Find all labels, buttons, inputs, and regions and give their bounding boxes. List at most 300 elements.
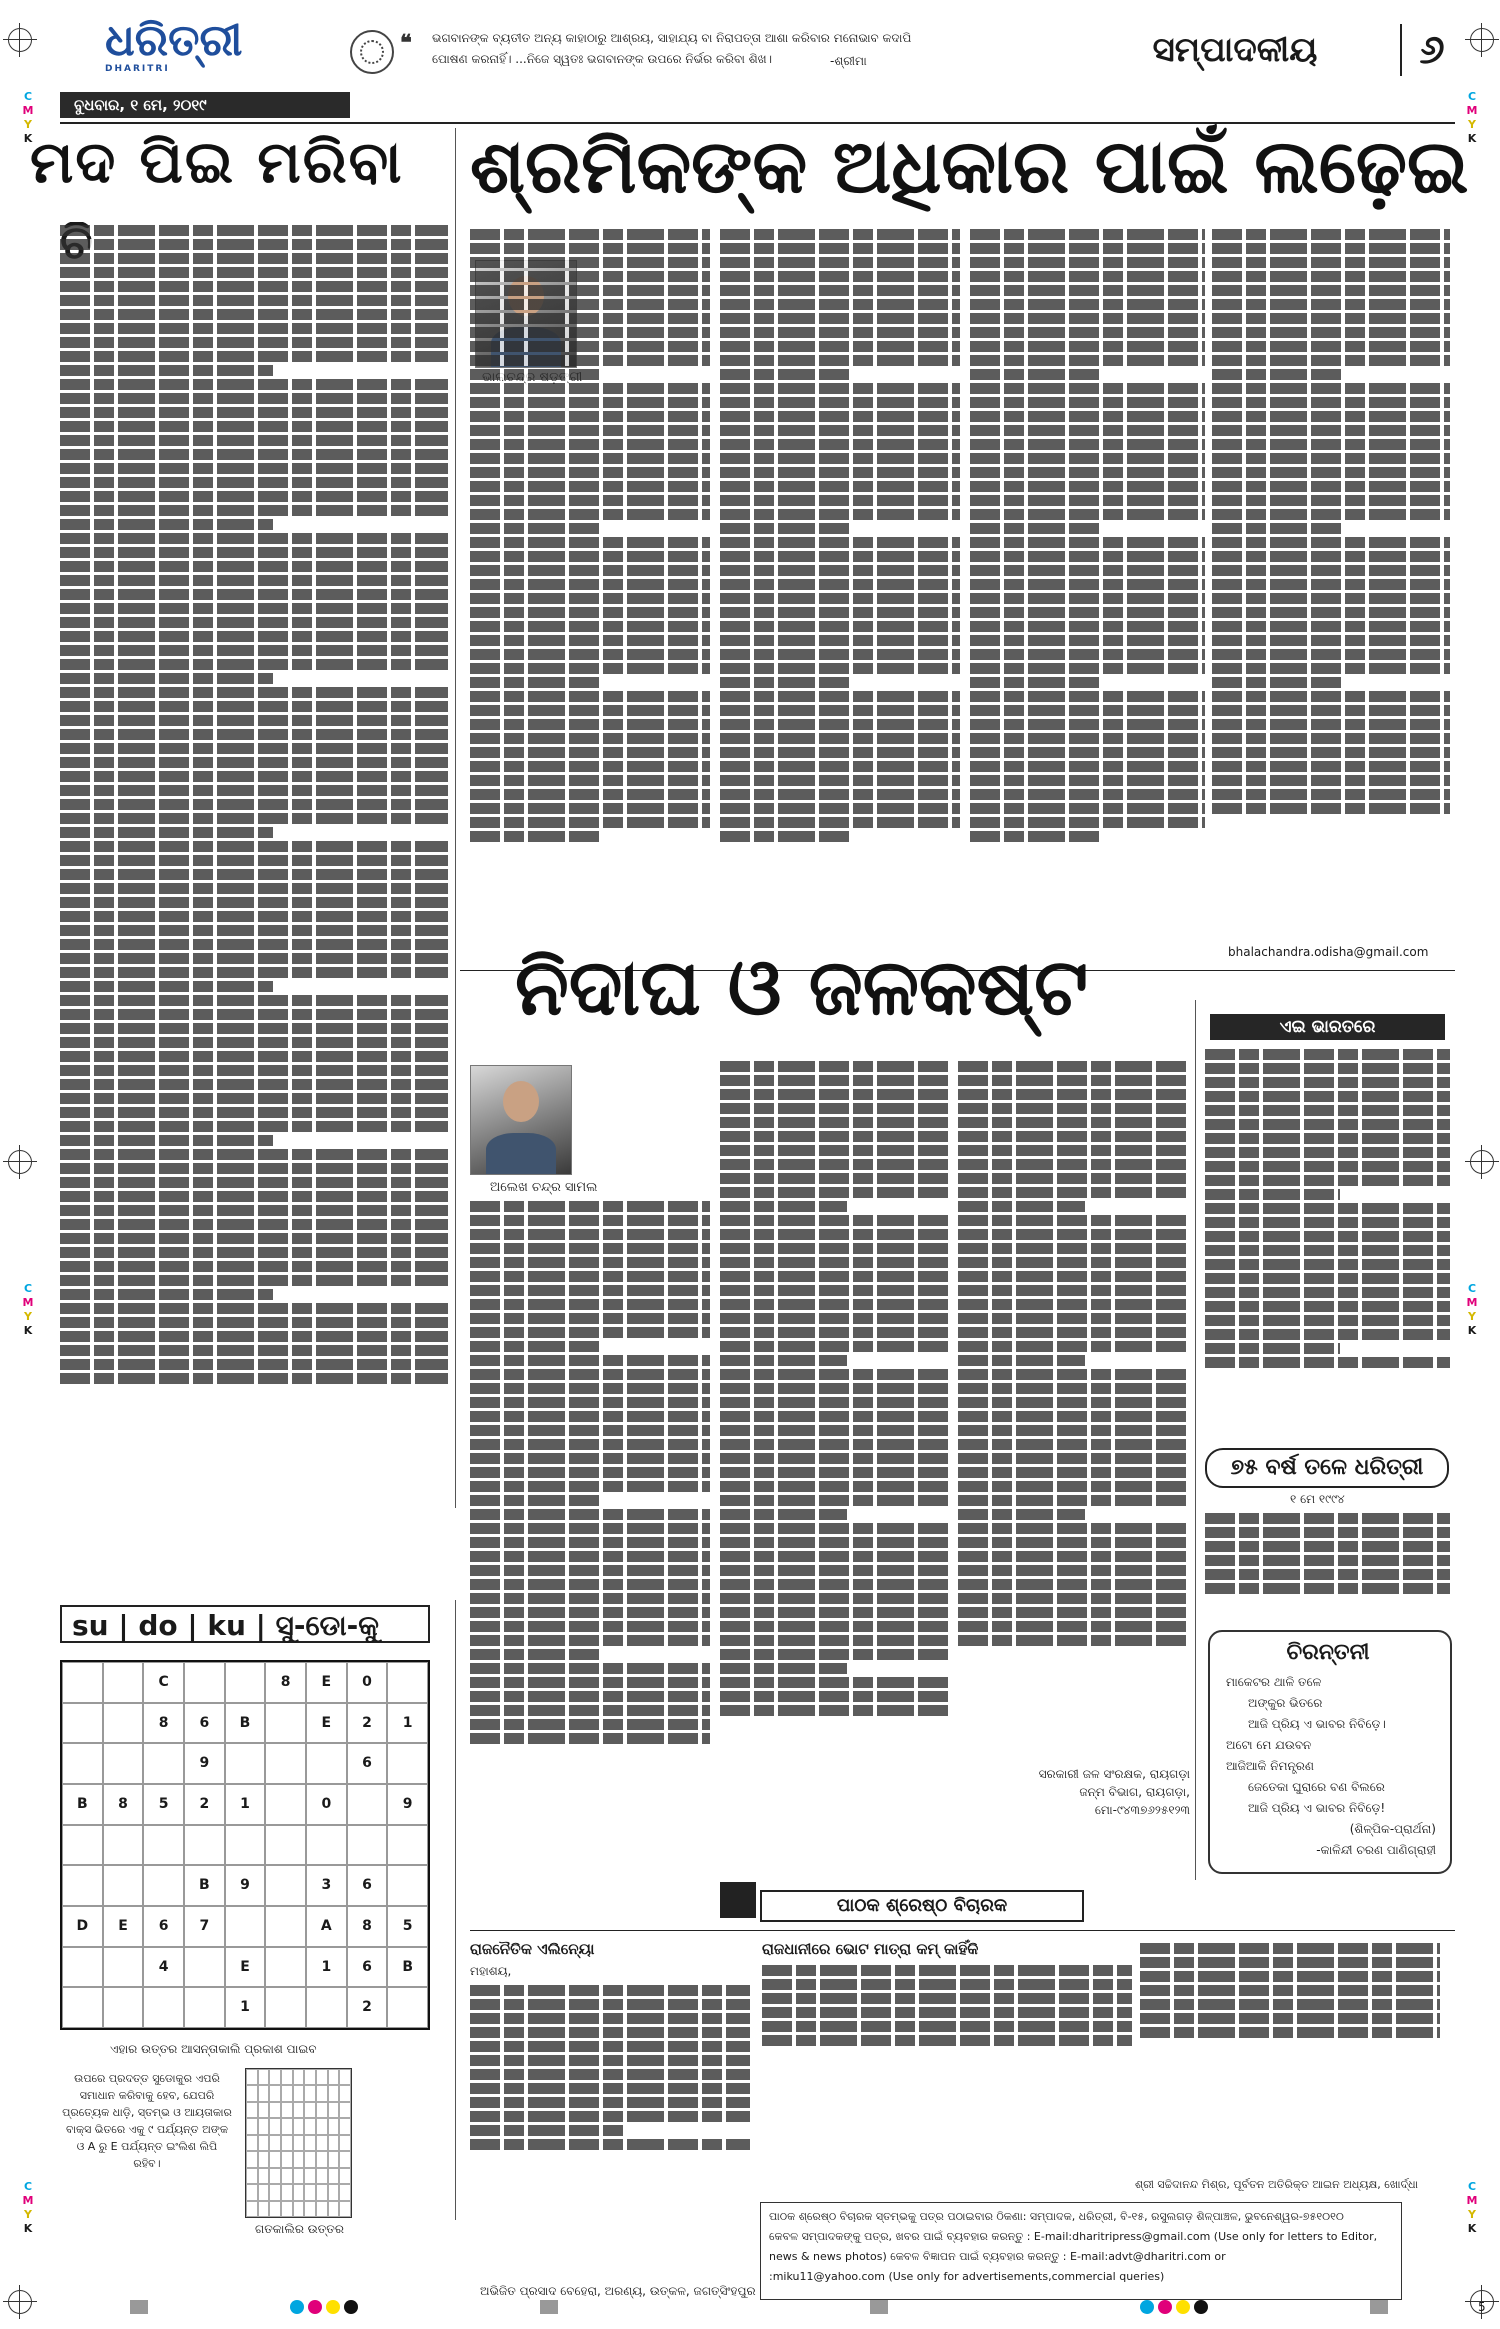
solution-cell: [246, 2151, 258, 2167]
text-line: [720, 1341, 950, 1352]
text-line: [1212, 439, 1450, 450]
text-line: [720, 1453, 950, 1464]
solution-cell: [316, 2135, 328, 2151]
text-line: [970, 775, 1205, 786]
text-line: [958, 1159, 1188, 1170]
solution-cell: [339, 2201, 351, 2217]
text-line: [470, 1509, 710, 1520]
text-line: [60, 659, 448, 670]
text-line: [762, 2007, 1132, 2018]
text-line: [470, 1299, 710, 1310]
article-body-shramika-4: [1212, 226, 1450, 926]
sudoku-cell: [103, 1703, 144, 1744]
text-line: [958, 1551, 1188, 1562]
text-line: [958, 1593, 1188, 1604]
registration-mark: [8, 1150, 32, 1174]
text-line: [60, 1247, 448, 1258]
text-line: [720, 1635, 950, 1646]
text-line: [720, 677, 852, 688]
poem-line: -କାଳିନ୍ଦୀ ଚରଣ ପାଣିଗ୍ରାହୀ: [1316, 1843, 1436, 1857]
letters-section-title: ପାଠକ ଶ୍ରେଷ୍ଠ ବିଚାରକ: [760, 1890, 1084, 1922]
text-line: [720, 1299, 950, 1310]
sudoku-cell: [387, 1865, 428, 1906]
text-line: [970, 663, 1205, 674]
text-line: [60, 771, 448, 782]
text-line: [60, 1345, 448, 1356]
sudoku-solution-label: ଗତକାଲିର ଉତ୍ତର: [255, 2222, 344, 2236]
text-line: [720, 257, 960, 268]
sudoku-cell: [265, 1906, 306, 1947]
sudoku-cell: [265, 1743, 306, 1784]
text-line: [720, 593, 960, 604]
registration-mark: [1470, 1150, 1494, 1174]
text-line: [720, 509, 960, 520]
solution-cell: [269, 2201, 281, 2217]
text-line: [470, 1593, 710, 1604]
text-line: [470, 2027, 750, 2038]
text-line: [1212, 649, 1450, 660]
text-line: [470, 775, 710, 786]
text-line: [60, 337, 448, 348]
text-line: [1212, 495, 1450, 506]
text-line: [470, 439, 710, 450]
text-line: [1212, 271, 1450, 282]
text-line: [720, 607, 960, 618]
sudoku-cell: [225, 1743, 266, 1784]
solution-cell: [339, 2085, 351, 2101]
text-line: [720, 453, 960, 464]
text-line: [720, 817, 960, 828]
article-body-mada: [60, 222, 448, 1597]
text-line: [1205, 1329, 1450, 1340]
text-line: [970, 285, 1205, 296]
text-line: [970, 789, 1205, 800]
solution-cell: [293, 2085, 305, 2101]
text-line: [60, 925, 448, 936]
ei-bharatare-header: ଏଇ ଭାରତରେ: [1210, 1014, 1445, 1040]
sudoku-cell: 3: [306, 1865, 347, 1906]
text-line: [470, 1257, 710, 1268]
text-line: [1205, 1357, 1450, 1368]
sudoku-cell: [265, 1947, 306, 1988]
text-line: [470, 1397, 710, 1408]
text-line: [720, 789, 960, 800]
text-line: [60, 421, 448, 432]
text-line: [1205, 1541, 1450, 1552]
solution-cell: [281, 2201, 293, 2217]
article-body-shramika-1: [470, 226, 710, 961]
text-line: [470, 411, 710, 422]
text-line: [60, 309, 448, 320]
text-line: [60, 561, 448, 572]
text-line: [1205, 1091, 1450, 1102]
color-swatch: [290, 2300, 304, 2314]
solution-cell: [269, 2151, 281, 2167]
chirantani-poem: [1226, 1672, 1436, 1861]
text-line: [970, 677, 1099, 688]
text-line: [470, 1481, 710, 1492]
text-line: [60, 729, 448, 740]
text-line: [720, 1327, 950, 1338]
text-line: [958, 1131, 1188, 1142]
solution-cell: [281, 2184, 293, 2200]
solution-cell: [328, 2085, 340, 2101]
text-line: [60, 1121, 448, 1132]
text-line: [470, 1705, 710, 1716]
print-bar: [540, 2300, 558, 2314]
text-line: [60, 631, 448, 642]
text-line: [720, 1215, 950, 1226]
text-line: [720, 1411, 950, 1422]
text-line: [470, 733, 710, 744]
text-line: [60, 323, 448, 334]
text-line: [970, 313, 1205, 324]
text-line: [1205, 1583, 1450, 1594]
text-line: [60, 1107, 448, 1118]
ei-bharatare-body: [1205, 1046, 1450, 1436]
address-line: କେବଳ ସମ୍ପାଦକଙ୍କୁ ପତ୍ର, ଖବର ପାଇଁ ବ୍ୟବହାର କରନ୍ତୁ : E-mail:dharitripress@gmail.com (Use only for letters to Editor,: [769, 2230, 1378, 2243]
text-line: [970, 243, 1205, 254]
solution-cell: [269, 2069, 281, 2085]
solution-cell: [258, 2069, 270, 2085]
text-line: [1212, 369, 1343, 380]
text-line: [60, 533, 448, 544]
solution-cell: [339, 2102, 351, 2118]
sudoku-cell: 6: [184, 1703, 225, 1744]
text-line: [60, 239, 448, 250]
text-line: [720, 691, 960, 702]
text-line: [60, 407, 448, 418]
text-line: [470, 1411, 710, 1422]
text-line: [60, 967, 448, 978]
text-line: [470, 1341, 602, 1352]
text-line: [470, 1649, 602, 1660]
text-line: [720, 1271, 950, 1282]
solution-cell: [328, 2069, 340, 2085]
text-line: [958, 1117, 1188, 1128]
text-line: [970, 257, 1205, 268]
text-line: [970, 299, 1205, 310]
sudoku-cell: E: [225, 1947, 266, 1988]
sudoku-cell: 8: [265, 1662, 306, 1703]
solution-cell: [304, 2151, 316, 2167]
quote-author: -ଶ୍ରୀମା: [830, 54, 867, 68]
text-line: [60, 505, 448, 516]
solution-cell: [304, 2085, 316, 2101]
text-line: [1212, 523, 1343, 534]
print-bar: [1370, 2300, 1388, 2314]
text-line: [60, 1065, 448, 1076]
text-line: [720, 1383, 950, 1394]
text-line: [60, 673, 273, 684]
sudoku-cell: 2: [347, 1703, 388, 1744]
sudoku-cell: [184, 1825, 225, 1866]
sudoku-cell: 6: [143, 1906, 184, 1947]
solution-cell: [293, 2184, 305, 2200]
text-line: [958, 1327, 1188, 1338]
text-line: [970, 831, 1099, 842]
column-rule: [455, 1600, 456, 2220]
sudoku-cell: [143, 1987, 184, 2028]
text-line: [470, 761, 710, 772]
text-line: [1212, 761, 1450, 772]
text-line: [470, 1621, 710, 1632]
text-line: [1212, 593, 1450, 604]
text-line: [60, 897, 448, 908]
column-rule: [1195, 1000, 1196, 1880]
sudoku-cell: [103, 1865, 144, 1906]
text-line: [470, 565, 710, 576]
text-line: [958, 1173, 1188, 1184]
solution-cell: [339, 2168, 351, 2184]
address-line: ଜନ୍ମ ବିଭାଗ, ରାୟଗଡ଼ା,: [1079, 1785, 1190, 1799]
solution-cell: [316, 2069, 328, 2085]
text-line: [60, 701, 448, 712]
text-line: [958, 1061, 1188, 1072]
text-line: [1212, 565, 1450, 576]
letter-salutation: ମହାଶୟ,: [470, 1964, 512, 1978]
text-line: [470, 1677, 710, 1688]
headline-shramika: ଶ୍ରମିକଙ୍କ ଅଧିକାର ପାଇଁ ଲଢ଼େଇ: [470, 124, 1469, 210]
text-line: [970, 383, 1205, 394]
article-body-nidagha-3: [958, 1058, 1188, 1758]
sudoku-answer-note: ଏହାର ଉତ୍ତର ଆସନ୍ତାକାଲି ପ୍ରକାଶ ପାଇବ: [110, 2042, 317, 2056]
solution-cell: [281, 2085, 293, 2101]
text-line: [720, 621, 960, 632]
text-line: [970, 355, 1205, 366]
text-line: [470, 327, 710, 338]
text-line: [720, 1131, 950, 1142]
text-line: [958, 1201, 1085, 1212]
text-line: [470, 1551, 710, 1562]
color-swatch: [326, 2300, 340, 2314]
solution-cell: [293, 2102, 305, 2118]
text-line: [470, 2111, 750, 2122]
text-line: [720, 1397, 950, 1408]
text-line: [970, 397, 1205, 408]
sudoku-instructions: ଉପରେ ପ୍ରଦତ୍ତ ସୁଡୋକୁର ଏପରି ସମାଧାନ କରିବାକୁ ହେବ, ଯେପରି ପ୍ରତ୍ୟେକ ଧାଡ଼ି, ସ୍ତମ୍ଭ ଓ ଆୟତାକାର ବାକ୍ସ ଭିତରେ ଏକୁ ୯ ପର୍ଯ୍ୟନ୍ତ ଅଙ୍କ ଓ A ରୁ E ପର୍ଯ୍ୟନ୍ତ ଇଂଲିଶ ଲିପି ରହିବ।: [62, 2072, 232, 2170]
thought-quote: ଭଗବାନଙ୍କ ବ୍ୟତୀତ ଅନ୍ୟ କାହାଠାରୁ ଆଶ୍ରୟ, ସାହାଯ୍ୟ ବା ନିରାପତ୍ତା ଆଶା କରିବାର ମନୋଭାବ କଦାପି ପୋଷଣ କରନାହିଁ। ...ନିଜେ ସ୍ୱତଃ ଭଗବାନଙ୍କ ଉପରେ ନିର୍ଭର କରିବା ଶିଖ।: [432, 31, 912, 66]
solution-cell: [316, 2118, 328, 2134]
text-line: [958, 1635, 1188, 1646]
text-line: [970, 817, 1205, 828]
address-line: ପାଠକ ଶ୍ରେଷ୍ଠ ବିଚାରକ ସ୍ତମ୍ଭକୁ ପତ୍ର ପଠାଇବାର ଠିକଣା: ସମ୍ପାଦକ, ଧରିତ୍ରୀ, ବି-୧୫, ରସୁଲଗଡ଼ ଶିଳ୍ପାଞ୍ଚଳ, ଭୁବନେଶ୍ୱର-୭୫୧୦୧୦: [769, 2210, 1344, 2223]
text-line: [970, 425, 1205, 436]
sudoku-cell: 6: [347, 1947, 388, 1988]
sudoku-cell: [265, 1865, 306, 1906]
text-line: [1205, 1175, 1450, 1186]
solution-cell: [328, 2168, 340, 2184]
text-line: [970, 411, 1205, 422]
text-line: [958, 1495, 1188, 1506]
sudoku-cell: [184, 1987, 225, 2028]
text-line: [970, 565, 1205, 576]
text-line: [958, 1285, 1188, 1296]
text-line: [1212, 719, 1450, 730]
text-line: [470, 453, 710, 464]
text-line: [470, 2083, 750, 2094]
sudoku-cell: [143, 1743, 184, 1784]
text-line: [1212, 397, 1450, 408]
text-line: [470, 243, 710, 254]
sudoku-cell: 8: [103, 1784, 144, 1825]
text-line: [470, 789, 710, 800]
column-rule: [455, 128, 456, 1508]
text-line: [1205, 1203, 1450, 1214]
text-line: [720, 565, 960, 576]
text-line: [958, 1579, 1188, 1590]
text-line: [720, 579, 960, 590]
sudoku-cell: 2: [184, 1784, 225, 1825]
author-name: ଅଲେଖ ଚନ୍ଦ୍ର ସାମଲ: [490, 1180, 598, 1195]
text-line: [958, 1383, 1188, 1394]
text-line: [720, 1509, 847, 1520]
text-line: [60, 253, 448, 264]
text-line: [958, 1509, 1085, 1520]
text-line: [470, 635, 710, 646]
text-line: [60, 757, 448, 768]
text-line: [60, 1009, 448, 1020]
poem-line: ଆଜି ପ୍ରିୟ ଏ ଭାବର ନିବିଡ଼େ।: [1248, 1717, 1386, 1731]
text-line: [720, 1089, 950, 1100]
text-line: [720, 733, 960, 744]
sudoku-cell: [143, 1825, 184, 1866]
solution-cell: [246, 2168, 258, 2184]
solution-cell: [304, 2184, 316, 2200]
solution-cell: [304, 2201, 316, 2217]
text-line: [470, 397, 710, 408]
sudoku-cell: [347, 1784, 388, 1825]
anniversary-date: ୧ ମେ ୧୯୯୪: [1290, 1492, 1345, 1506]
text-line: [60, 1205, 448, 1216]
sudoku-cell: [62, 1703, 103, 1744]
text-line: [720, 1355, 847, 1366]
text-line: [60, 547, 448, 558]
text-line: [720, 1593, 950, 1604]
solution-cell: [304, 2069, 316, 2085]
text-line: [720, 551, 960, 562]
sudoku-cell: [225, 1906, 266, 1947]
text-line: [470, 271, 710, 282]
text-line: [60, 953, 448, 964]
text-line: [470, 1663, 710, 1674]
text-line: [60, 1135, 273, 1146]
sudoku-grid: [60, 1660, 430, 2030]
text-line: [720, 1481, 950, 1492]
anniversary-body: [1205, 1510, 1450, 1620]
color-swatch: [1140, 2300, 1154, 2314]
text-line: [1212, 733, 1450, 744]
text-line: [1212, 229, 1450, 240]
text-line: [60, 1149, 448, 1160]
text-line: [970, 537, 1205, 548]
text-line: [720, 495, 960, 506]
text-line: [720, 803, 960, 814]
sudoku-cell: 1: [387, 1703, 428, 1744]
solution-cell: [316, 2201, 328, 2217]
text-line: [1140, 1999, 1440, 2010]
sudoku-cell: 9: [184, 1743, 225, 1784]
text-line: [1212, 677, 1343, 688]
text-line: [970, 719, 1205, 730]
text-line: [1212, 313, 1450, 324]
sudoku-cell: [306, 1987, 347, 2028]
text-line: [470, 2055, 750, 2066]
sudoku-cell: 8: [143, 1703, 184, 1744]
sudoku-cell: E: [306, 1703, 347, 1744]
author-phone: ମୋ-୯୪୩୭୬୨୫୧୨୩: [1094, 1803, 1190, 1817]
text-line: [958, 1145, 1188, 1156]
text-line: [720, 1257, 950, 1268]
headline-mada: ମଦ ପିଇ ମରିବା: [30, 128, 404, 196]
text-line: [60, 365, 273, 376]
text-line: [958, 1299, 1188, 1310]
text-line: [1140, 2027, 1440, 2038]
text-line: [1212, 551, 1450, 562]
letters-address-box: [760, 2202, 1402, 2300]
sudoku-cell: [62, 1662, 103, 1703]
text-line: [60, 645, 448, 656]
text-line: [970, 607, 1205, 618]
text-line: [1212, 355, 1450, 366]
text-line: [720, 1551, 950, 1562]
letter-body-mid: [762, 1962, 1132, 2072]
text-line: [970, 523, 1099, 534]
text-line: [720, 1201, 847, 1212]
letter-signoff: ଅଭିଜିତ ପ୍ରସାଦ ବେହେରା, ଅରଣ୍ୟ, ଉତ୍କଳ, ଜଗତ୍‌ସିଂହପୁର: [480, 2284, 756, 2298]
chirantani-title: ଚିରନ୍ତନୀ: [1286, 1640, 1370, 1665]
text-line: [970, 341, 1205, 352]
sudoku-cell: B: [387, 1947, 428, 1988]
text-line: [958, 1243, 1188, 1254]
text-line: [470, 383, 710, 394]
text-line: [470, 1271, 710, 1282]
sudoku-cell: [103, 1743, 144, 1784]
text-line: [970, 649, 1205, 660]
text-line: [970, 481, 1205, 492]
text-line: [720, 719, 960, 730]
text-line: [720, 635, 960, 646]
solution-cell: [269, 2118, 281, 2134]
sudoku-cell: [184, 1662, 225, 1703]
sudoku-cell: [347, 1825, 388, 1866]
text-line: [720, 299, 960, 310]
text-line: [470, 523, 602, 534]
date-bar: ବୁଧବାର, ୧ ମେ, ୨୦୧୯: [60, 92, 350, 118]
text-line: [720, 425, 960, 436]
text-line: [958, 1565, 1188, 1576]
solution-cell: [293, 2069, 305, 2085]
anniversary-badge: ୭୫ ବର୍ଷ ତଳେ ଧରିତ୍ରୀ: [1205, 1448, 1449, 1488]
text-line: [1212, 509, 1450, 520]
sudoku-cell: [62, 1825, 103, 1866]
cmyk-strip: C M Y K: [1466, 90, 1478, 145]
solution-cell: [281, 2102, 293, 2118]
text-line: [60, 841, 448, 852]
text-line: [958, 1341, 1188, 1352]
text-line: [60, 603, 448, 614]
text-line: [1212, 481, 1450, 492]
text-line: [1212, 691, 1450, 702]
sudoku-cell: 5: [387, 1906, 428, 1947]
address-line: news & news photos) କେବଳ ବିଜ୍ଞାପନ ପାଇଁ ବ୍ୟବହାର କରନ୍ତୁ : E-mail:advt@dharitri.com or: [769, 2250, 1226, 2263]
text-line: [1140, 1971, 1440, 1982]
text-line: [958, 1439, 1188, 1450]
solution-cell: [258, 2201, 270, 2217]
text-line: [60, 785, 448, 796]
sudoku-cell: [387, 1662, 428, 1703]
text-line: [1205, 1189, 1340, 1200]
